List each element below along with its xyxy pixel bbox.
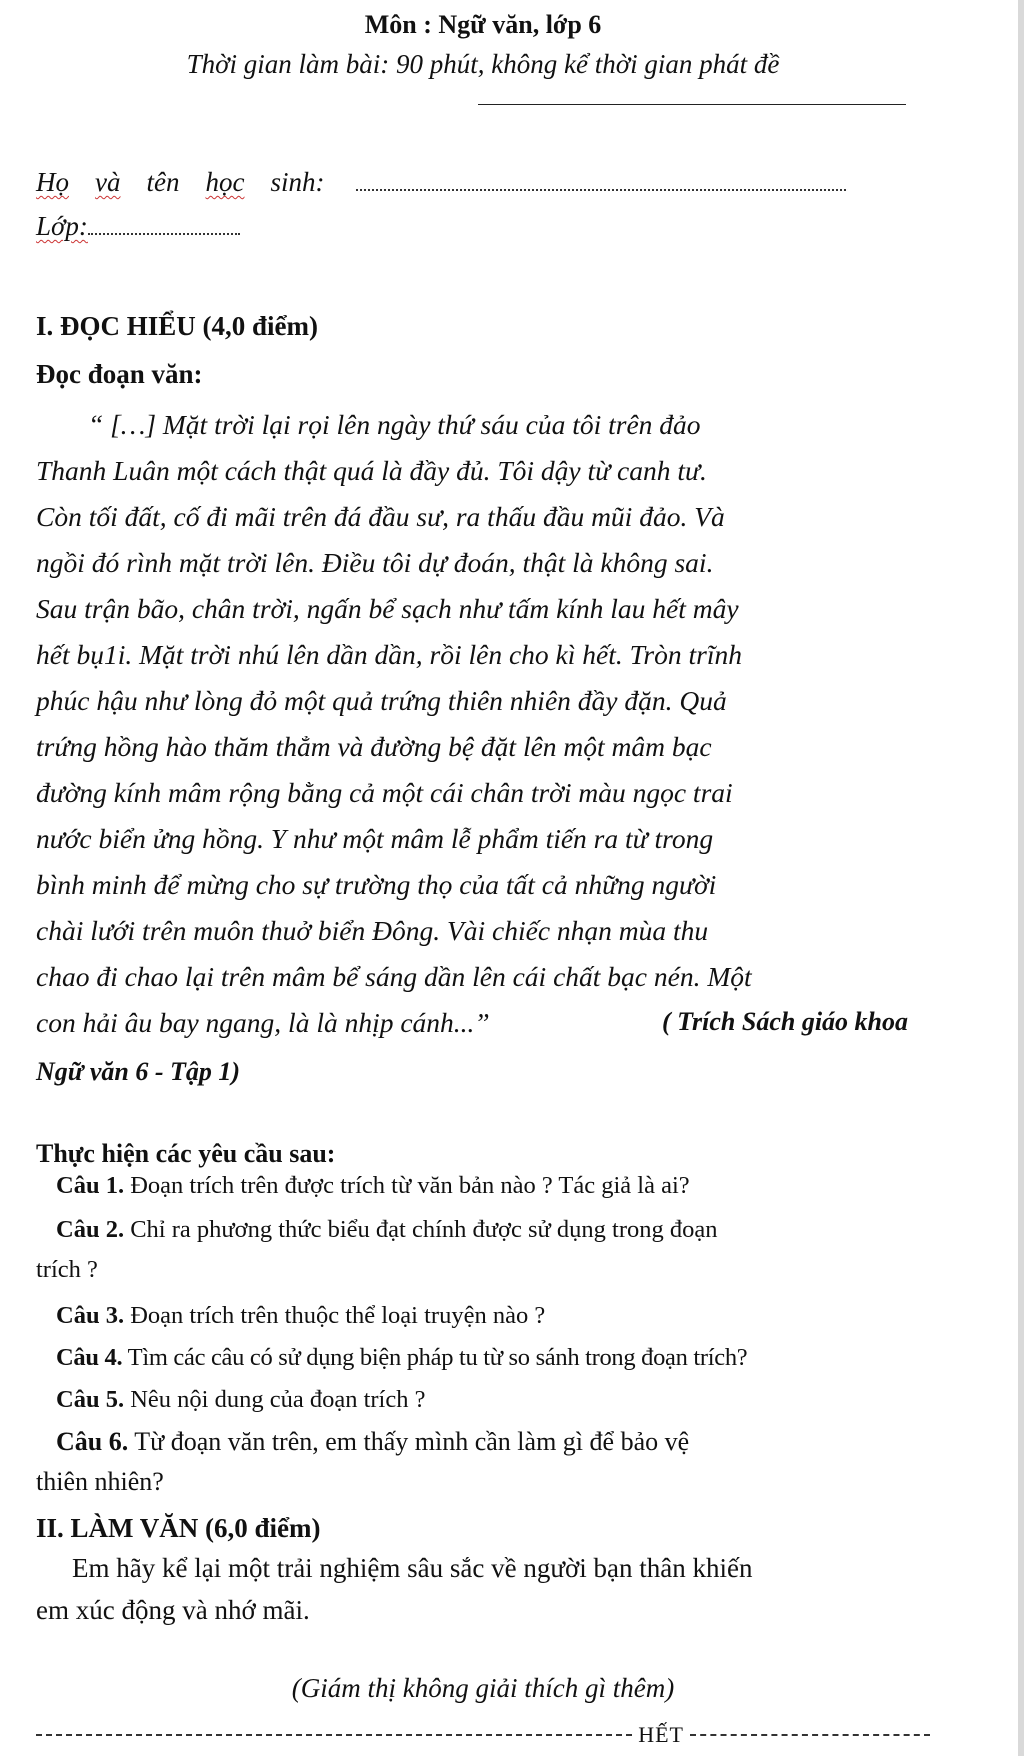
passage-line: ngồi đó rình mặt trời lên. Điều tôi dự đoán, thật là không sai. [36, 547, 714, 578]
passage-line: Sau trận bão, chân trời, ngấn bể sạch như tấm kính lau hết mây [36, 593, 739, 624]
question-label: Câu 1. [56, 1172, 125, 1199]
proctor-note: (Giám thị không giải thích gì thêm) [291, 1673, 675, 1703]
question-4 [36, 1338, 930, 1378]
question-text: Chỉ ra phương thức biểu đạt chính được sử dụng trong đoạn [130, 1216, 718, 1243]
passage-source-line-1: ( Trích Sách giáo khoa [661, 1007, 908, 1036]
passage-line: chao đi chao lại trên mâm bể sáng dần lên cái chất bạc nén. Một [36, 961, 752, 992]
writing-prompt [36, 1547, 930, 1631]
passage-source-line-2: Ngữ văn 6 - Tập 1) [36, 1057, 241, 1086]
passage-line: đường kính mâm rộng bằng cả một cái chân trời màu ngọc trai [36, 777, 733, 808]
question-label: Câu 5. [56, 1386, 125, 1413]
page-edge [1018, 0, 1024, 1756]
passage-line: chài lưới trên muôn thuở biển Đông. Vài chiếc nhạn mùa thu [36, 915, 709, 946]
name-label-word: tên [146, 167, 180, 197]
question-2 [36, 1210, 930, 1290]
exam-subject: Môn : Ngữ văn, lớp 6 [364, 10, 602, 39]
question-label: Câu 2. [56, 1216, 125, 1243]
passage-line: nước biển ửng hồng. Y như một mâm lễ phẩm tiến ra từ trong [36, 823, 714, 854]
question-3 [36, 1296, 930, 1336]
question-label: Câu 4. [56, 1344, 123, 1371]
name-label-word: sinh: [270, 167, 325, 197]
end-marker [36, 1720, 930, 1750]
question-text-continued: thiên nhiên? [36, 1467, 164, 1496]
student-class-field [36, 208, 240, 244]
passage-line: Thanh Luân một cách thật quá là đầy đủ. Tôi dậy từ canh tư. [36, 455, 707, 486]
name-blank[interactable] [356, 167, 846, 191]
student-name-field [36, 164, 846, 200]
question-1 [36, 1166, 930, 1206]
end-dash-right [690, 1734, 930, 1736]
reading-section-title: I. ĐỌC HIỂU (4,0 điểm) [36, 311, 318, 341]
question-text: Đoạn trích trên thuộc thể loại truyện nào ? [130, 1302, 546, 1329]
class-label: Lớp: [36, 211, 88, 241]
end-dash-left [36, 1734, 632, 1736]
question-label: Câu 6. [56, 1427, 129, 1456]
class-blank[interactable] [88, 211, 240, 235]
passage-heading: Đọc đoạn văn: [36, 359, 203, 389]
writing-prompt-line: em xúc động và nhớ mãi. [36, 1595, 310, 1625]
name-label-word: học [205, 167, 245, 197]
question-text-continued: trích ? [36, 1256, 98, 1283]
question-text: Từ đoạn văn trên, em thấy mình cần làm gì để bảo vệ [134, 1427, 690, 1456]
reading-passage [36, 402, 930, 1046]
name-label-word: Họ [36, 167, 69, 197]
name-label-word: và [95, 167, 121, 197]
question-5 [36, 1380, 930, 1420]
passage-line: “ […] Mặt trời lại rọi lên ngày thứ sáu của tôi trên đảo [88, 409, 701, 440]
question-text: Tìm các câu có sử dụng biện pháp tu từ so sánh trong đoạn trích? [127, 1344, 748, 1371]
question-text: Nêu nội dung của đoạn trích ? [130, 1386, 426, 1413]
question-text: Đoạn trích trên được trích từ văn bản nào ? Tác giả là ai? [130, 1172, 690, 1199]
tasks-heading: Thực hiện các yêu cầu sau: [36, 1139, 336, 1168]
passage-line: phúc hậu như lòng đỏ một quả trứng thiên nhiên đầy đặn. Quả [36, 685, 727, 716]
writing-section-title: II. LÀM VĂN (6,0 điểm) [36, 1513, 321, 1543]
header-divider [478, 104, 906, 105]
passage-line: Còn tối đất, cố đi mãi trên đá đầu sư, ra thấu đầu mũi đảo. Và [36, 501, 725, 532]
end-text: HẾT [638, 1722, 684, 1747]
question-label: Câu 3. [56, 1302, 125, 1329]
question-6 [36, 1422, 930, 1502]
passage-line: trứng hồng hào thăm thẳm và đường bệ đặt lên một mâm bạc [36, 731, 712, 762]
writing-prompt-line: Em hãy kể lại một trải nghiệm sâu sắc về người bạn thân khiến [72, 1553, 753, 1583]
exam-time: Thời gian làm bài: 90 phút, không kể thời gian phát đề [186, 49, 780, 79]
passage-line: hết bụ1i. Mặt trời nhú lên dần dần, rồi lên cho kì hết. Tròn trĩnh [36, 639, 742, 670]
passage-line: con hải âu bay ngang, là là nhịp cánh...” [36, 1007, 490, 1038]
passage-line: bình minh để mừng cho sự trường thọ của tất cả những người [36, 869, 717, 900]
